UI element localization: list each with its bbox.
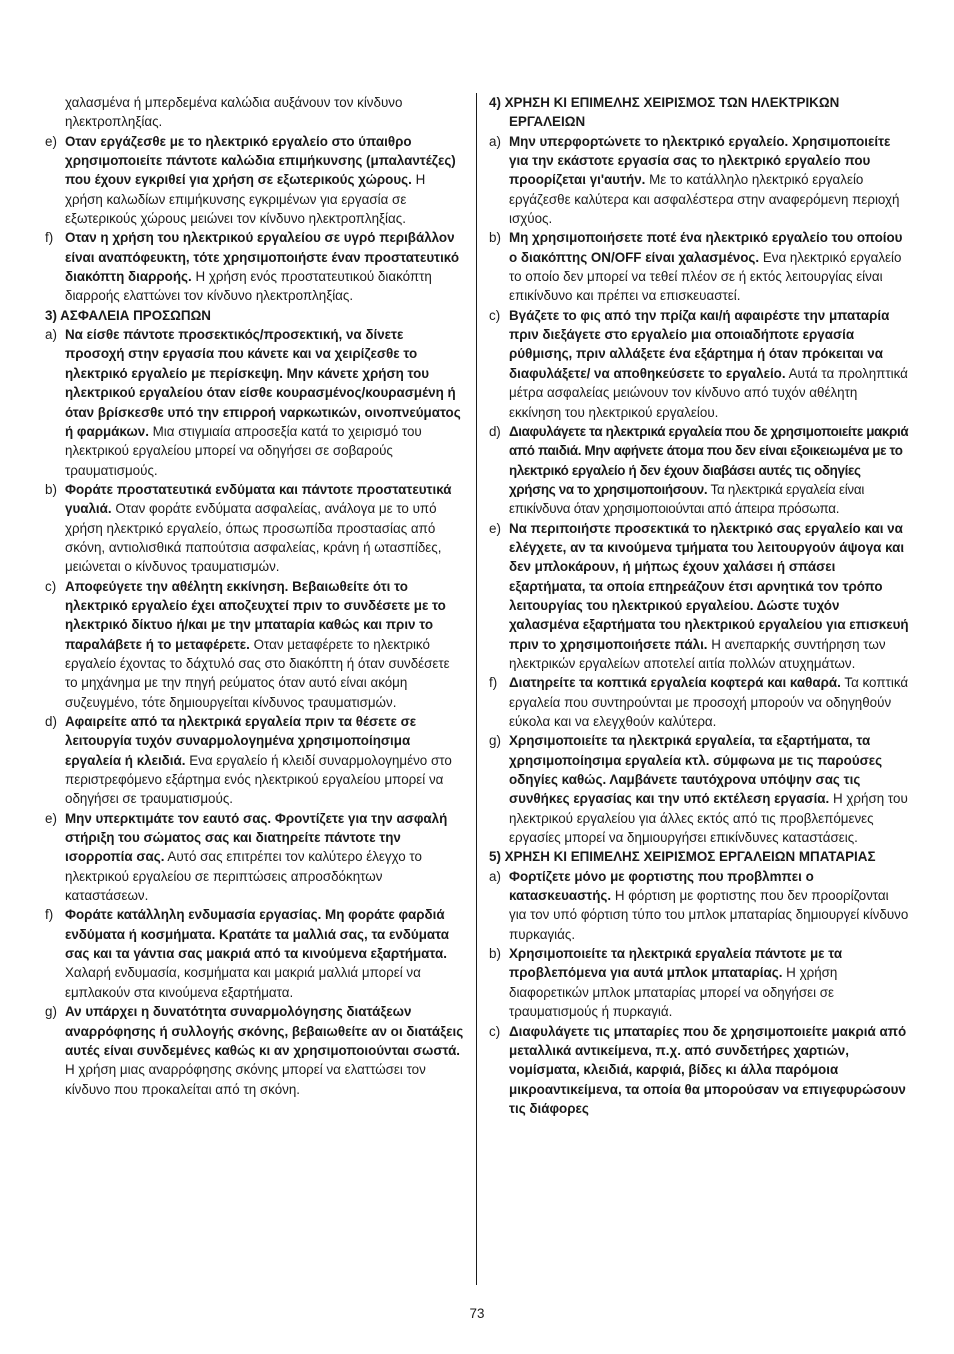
item-label: c)	[489, 307, 501, 323]
item-bold-text: Μην υπερφορτώνετε το ηλεκτρικό εργαλείο. Χρησιμοποιείτε για την εκάστοτε εργασία σας το ηλεκτρικό εργαλείο που προορίζεται γι'αυτήν.	[509, 133, 891, 188]
item-label: g)	[489, 733, 501, 749]
item-text: Η χρήση ενός προστατευτικού διακόπτη διαρροής ελαττώνει τον κίνδυνο ηλεκτροπληξίας.	[65, 269, 432, 304]
section-4-item-g	[489, 731, 909, 847]
section-3-item-b	[45, 480, 465, 577]
item-bold-text: Αν υπάρχει η δυνατότητα συναρμολόγησης διατάξεων αναρρόφησης ή συλλογής σκόνης, βεβαιωθείτε αν οι διατάξεις αυτές είναι συνδεμένες καθώς κι αν χρησιμοποιούνται σωστά.	[65, 1004, 464, 1058]
item-text: Τα κοπτικά εργαλεία που συντηρούνται με προσοχή μπορούν να οδηγηθούν εύκολα και να ελεγχθούν καλύτερα.	[509, 675, 909, 729]
item-label: a)	[489, 133, 501, 149]
item-bold-text: Φοράτε κατάλληλη ενδυμασία εργασίας. Μη φοράτε φαρδιά ενδύματα ή κοσμήματα. Κρατάτε τα μαλλιά σας, τα ενδύματα σας και τα γάντια σας μακριά από τα κινούμενα εξαρτήματα.	[65, 907, 449, 962]
item-bold-text: Αφαιρείτε από τα ηλεκτρικά εργαλεία πριν τα θέσετε σε λειτουργία τυχόν συναρμολογημένα χρησιμοποίησιμα εργαλεία ή κλειδιά.	[65, 714, 417, 768]
item-text: Με το κατάλληλο ηλεκτρικό εργαλείο εργάζεσθε καλύτερα και ασφαλέστερα στην αναφερόμενη περιοχή ισχύος.	[509, 172, 900, 227]
item-label: b)	[45, 481, 57, 497]
item-text: Ενα εργαλείο ή κλειδί συναρμολογημένο στο περιστρεφόμενο εξάρτημα ενός ηλεκτρικού εργαλείου μπορεί να οδηγήσει σε τραυματισμούς.	[65, 752, 452, 807]
item-text: Η ανεπαρκής συντήρηση των ηλεκτρικών εργαλείων αποτελεί αιτία πολλών ατυχημάτων.	[509, 636, 886, 671]
item-bold-text: Φοράτε προστατευτικά ενδύματα και πάντοτε προστατευτικά γυαλιά.	[65, 481, 452, 517]
item-text: Οταν μεταφέρετε το ηλεκτρικό εργαλείο έχοντας το δάχτυλό σας στο διακόπτη ή όταν συνδέσετε το μηχάνημα με την πηγή ρεύματος όταν αυτό είναι ακόμη συζευγμένο, τότε δημιουργείται κίνδυνος τραυματισμών.	[65, 636, 450, 710]
item-label: c)	[45, 578, 57, 594]
intro-text: χαλασμένα ή μπερδεμένα καλώδια αυξάνουν τον κίνδυνο ηλεκτροπληξίας.	[65, 95, 403, 130]
item-text: Οταν φοράτε ενδύματα ασφαλείας, ανάλογα με το υπό χρήση ηλεκτρικό εργαλείο, όπως προσωπίδα προστασίας από σκόνη, αντιολισθικά παπούτσια ασφαλείας, κράνη ή ωτασπίδες, μειώνεται ο κίνδυνος τραυματισμών.	[65, 501, 442, 575]
item-label: c)	[489, 1023, 501, 1039]
item-text: Τα ηλεκτρικά εργαλεία είναι επικίνδυνα όταν χρησιμοποιούνται από άπειρα πρόσωπα.	[509, 481, 865, 517]
item-label: e)	[489, 520, 501, 536]
item-bold-text: Βγάζετε το φις από την πρίζα και/ή αφαιρέστε την μπαταρία πριν διεξάγετε στο εργαλείο μια οποιαδήποτε εργασία ρύθμισης, πριν αλλάξετε ένα εξάρτημα ή όταν πρόκειται να διαφυλάξετε/ να αποθηκεύσετε το εργαλείο.	[509, 307, 890, 381]
item-label: d)	[489, 423, 501, 439]
item-label: b)	[489, 230, 501, 246]
item-bold-text: Οταν εργάζεσθε με το ηλεκτρικό εργαλείο στο ύπαιθρο χρησιμοποιείτε πάντοτε καλώδια επιμήκυνσης (μπαλαντέζες) που έχουν εγκριθεί για χρήση σε εξωτερικούς χώρους.	[65, 133, 456, 188]
list-item-e	[45, 132, 465, 229]
item-bold-text: Μην υπερκτιμάτε τον εαυτό σας. Φροντίζετε για την ασφαλή στήριξη του σώματος σας και διατηρείτε πάντοτε την ισορροπία σας.	[65, 810, 448, 865]
right-column	[489, 93, 909, 1118]
section-3-item-c	[45, 577, 465, 712]
item-text: Η χρήση μιας αναρρόφησης σκόνης μπορεί να ελαττώσει τον κίνδυνο που προκαλείται από τη σκόνη.	[65, 1062, 426, 1097]
item-bold-text: Χρησιμοποιείτε τα ηλεκτρικά εργαλεία, τα εξαρτήματα, τα χρησιμοποίησιμα εργαλεία κτλ. σύμφωνα με τις παρούσες οδηγίες καθώς. Λαμβάνετε ταυτόχρονα υπόψην σας τις συνθήκες εργασίας και την υπό εκτέλεση εργασία.	[509, 733, 883, 807]
item-text: Η χρήση καλωδίων επιμήκυνσης εγκριμένων για εργασία σε εξωτερικούς χώρους μειώνει τον κίνδυνο ηλεκτροπληξίας.	[65, 172, 426, 227]
item-bold-text: Χρησιμοποιείτε τα ηλεκτρικά εργαλεία πάντοτε με τα προβλεπόμενα για αυτά μπλοκ μπαταρίας.	[509, 946, 843, 981]
item-label: b)	[489, 946, 501, 962]
item-text: Χαλαρή ενδυμασία, κοσμήματα και μακριά μαλλιά μπορεί να εμπλακούν στα κινούμενα εξαρτήματα.	[65, 965, 421, 1000]
item-text: Αυτό σας επιτρέπει τον καλύτερο έλεγχο το ηλεκτρικού εργαλείου σε περιπτώσεις απροσδόκητων καταστάσεων.	[65, 849, 422, 904]
item-text: Αυτά τα προληπτικά μέτρα ασφαλείας μειώνουν τον κίνδυνο από τυχόν αθέλητη εκκίνηση του ηλεκτρικού εργαλείου.	[509, 365, 908, 420]
section-3-item-d	[45, 712, 465, 809]
item-label: e)	[45, 810, 57, 826]
item-bold-text: Να είσθε πάντοτε προσεκτικός/προσεκτική, να δίνετε προσοχή στην εργασία που κάνετε και να χειρίζεσθε το ηλεκτρικό εργαλείο με περίσκεψη. Μην κάνετε χρήση του ηλεκτρικού εργαλείου όταν είσθε κουρασμένος/κουρασμένη ή όταν βρίσκεσθε υπό την επιρροή ναρκωτικών, οινοπνεύματος ή φαρμάκων.	[65, 327, 461, 439]
section-5-item-c	[489, 1022, 909, 1119]
item-text: Η φόρτιση με φορτιστης που δεν προορίζονται για τον υπό φόρτιση τύπο του μπλοκ μπαταρίας δημιουργεί κίνδυνο πυρκαγιάς.	[509, 888, 909, 942]
section-5-item-a	[489, 867, 909, 944]
item-bold-text: Οταν η χρήση του ηλεκτρικού εργαλείου σε υγρό περιβάλλον είναι αναπόφευκτη, τότε χρησιμοποιήστε έναν προστατευτικό διακόπτη διαρροής.	[65, 230, 460, 285]
section-3-item-a	[45, 325, 465, 480]
item-bold-text: Διαφυλάγετε τις μπαταρίες που δε χρησιμοποιείτε μακριά από μεταλλικά αντικείμενα, π.χ. από συνδετήρες χαρτιών, νομίσματα, κλειδιά, καρφιά, βίδες κι άλλα παρόμοια μικροαντικείμενα, τα οποία θα μπορούσαν να επιγεφυρώσουν τις διάφορες	[509, 1023, 907, 1116]
item-bold-text: Διατηρείτε τα κοπτικά εργαλεία κοφτερά και καθαρά.	[509, 675, 841, 691]
left-column	[45, 93, 465, 1099]
list-item-f	[45, 228, 465, 305]
section-4-item-e	[489, 519, 909, 674]
section-4-item-b	[489, 228, 909, 305]
item-label: e)	[45, 133, 57, 149]
section-4-item-c	[489, 306, 909, 422]
item-label: f)	[45, 230, 54, 246]
item-text: Ενα ηλεκτρικό εργαλείο το οποίο δεν μπορεί να τεθεί πλέον σε ή εκτός λειτουργίας είναι επικίνδυνο και πρέπει να επισκευαστεί.	[509, 249, 902, 304]
section-4-item-a	[489, 132, 909, 229]
item-label: a)	[489, 868, 501, 884]
item-text: Η χρήση διαφορετικών μπλοκ μπαταρίας μπορεί να οδηγήσει σε τραυματισμούς ή πυρκαγιά.	[509, 965, 838, 1020]
item-label: d)	[45, 714, 57, 729]
section-3-heading: 3) ΑΣΦΑΛΕΙΑ ΠΡΟΣΩΠΩΝ	[45, 307, 211, 323]
item-label: f)	[489, 675, 498, 691]
item-label: a)	[45, 327, 57, 343]
section-5-heading: 5) ΧΡΗΣΗ ΚΙ ΕΠΙΜΕΛΗΣ ΧΕΙΡΙΣΜΟΣ ΕΡΓΑΛΕΙΩΝ ΜΠΑΤΑΡΙΑΣ	[489, 849, 876, 865]
section-4-heading: 4) ΧΡΗΣΗ ΚΙ ΕΠΙΜΕΛΗΣ ΧΕΙΡΙΣΜΟΣ ΤΩΝ ΗΛΕΚΤΡΙΚΩΝ ΕΡΓΑΛΕΙΩΝ	[489, 95, 840, 130]
page-number: 73	[469, 1306, 485, 1321]
item-bold-text: Διαφυλάγετε τα ηλεκτρικά εργαλεία που δε χρησιμοποιείτε μακριά από παιδιά. Μην αφήνετε άτομα που δεν είναι εξοικειωμένα με το ηλεκτρικό εργαλείο ή δεν έχουν διαβάσει αυτές τις οδηγίες χρήσης να το χρησιμοποιήσουν.	[509, 423, 909, 497]
section-4-item-f	[489, 673, 909, 731]
item-bold-text: Φορτίζετε μόνο με φορτιστης που προβλmπει ο κατασκευαστής.	[509, 868, 814, 904]
item-label: f)	[45, 907, 54, 923]
section-3-item-f	[45, 905, 465, 1002]
section-3-item-g	[45, 1002, 465, 1099]
section-5-item-b	[489, 944, 909, 1021]
item-bold-text: Μη χρησιμοποιήσετε ποτέ ένα ηλεκτρικό εργαλείο του οποίου ο διακόπτης ON/OFF είναι χαλασμένος.	[509, 230, 903, 265]
item-bold-text: Αποφεύγετε την αθέλητη εκκίνηση. Βεβαιωθείτε ότι το ηλεκτρικό εργαλείο έχει αποζευχτεί πριν το συνδέσετε με το ηλεκτρικό δίκτυο ή/και με την μπαταρία καθώς και πριν το παραλάβετε ή το μεταφέρετε.	[65, 578, 446, 652]
item-label: g)	[45, 1004, 57, 1020]
item-bold-text: Να περιποιήστε προσεκτικά το ηλεκτρικό σας εργαλείο και να ελέγχετε, αν τα κινούμενα τμήματα του λειτουργούν άψογα και δεν μπλοκάρουν, ή μήπως έχουν χαλάσει ή σπάσει εξαρτήματα, τα οποία επηρεάζουν έτσι αρνητικά τον τρόπο λειτουργίας του ηλεκτρικού εργαλείου. Δώστε τυχόν χαλασμένα εξαρτήματα του ηλεκτρικού εργαλείου για επισκευή πριν το χρησιμοποιήσετε πάλι.	[509, 520, 909, 652]
column-divider	[476, 93, 477, 1285]
item-text: Μια στιγμιαία απροσεξία κατά το χειρισμό του ηλεκτρικού εργαλείου μπορεί να οδηγήσει σε σοβαρούς τραυματισμούς.	[65, 423, 422, 478]
section-3-item-e	[45, 809, 465, 906]
section-4-item-d	[489, 422, 909, 519]
item-text: Η χρήση του ηλεκτρικού εργαλείου για άλλες εκτός από τις προβλεπόμενες εργασίες μπορεί να δημιουργήσει επικίνδυνες καταστάσεις.	[509, 791, 908, 846]
